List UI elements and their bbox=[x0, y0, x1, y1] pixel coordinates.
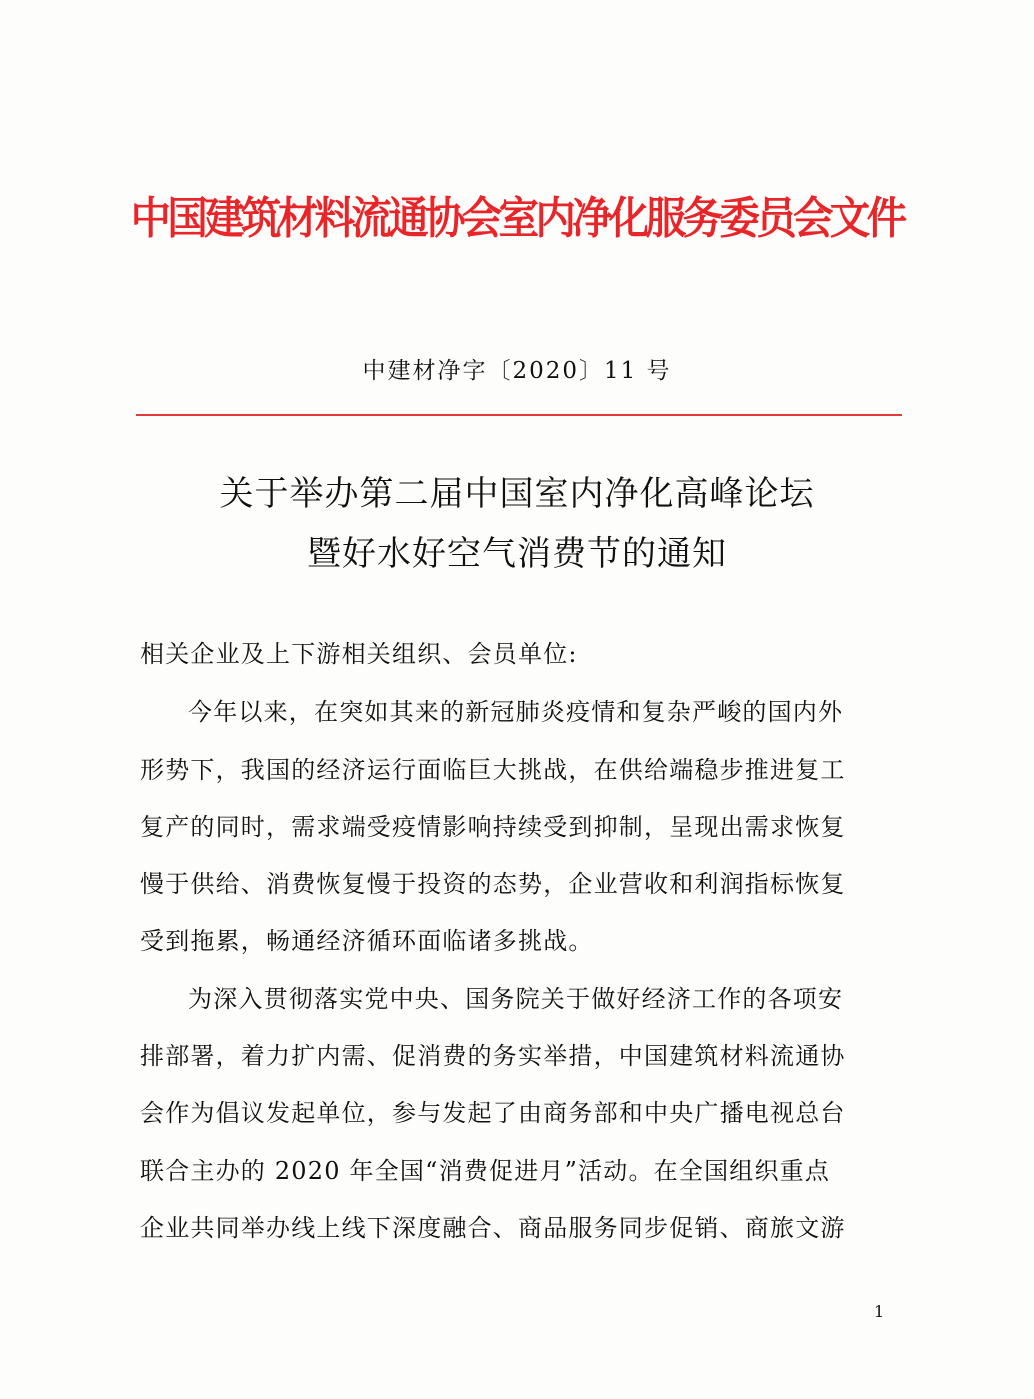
paragraph-1-line-5: 受到拖累，畅通经济循环面临诸多挑战。 bbox=[140, 927, 594, 955]
paragraph-2-line-1: 为深入贯彻落实党中央、国务院关于做好经济工作的各项安 bbox=[188, 985, 844, 1013]
paragraph-2-line-2: 排部署，着力扩内需、促消费的务实举措，中国建筑材料流通协 bbox=[140, 1042, 846, 1070]
notice-title-line-2: 暨好水好空气消费节的通知 bbox=[307, 534, 727, 574]
letterhead-title: 中国建筑材料流通协会室内净化服务委员会文件 bbox=[130, 193, 904, 244]
paragraph-2-line-3: 会作为倡议发起单位，参与发起了由商务部和中央广播电视总台 bbox=[140, 1099, 846, 1127]
paragraph-1-line-1: 今年以来，在突如其来的新冠肺炎疫情和复杂严峻的国内外 bbox=[188, 698, 844, 726]
paragraph-1-line-3: 复产的同时，需求端受疫情影响持续受到抑制，呈现出需求恢复 bbox=[140, 813, 846, 841]
paragraph-1-line-4: 慢于供给、消费恢复慢于投资的态势，企业营收和利润指标恢复 bbox=[140, 870, 846, 898]
paragraph-2-line-4: 联合主办的 2020 年全国“消费促进月”活动。在全国组织重点 bbox=[140, 1157, 831, 1185]
red-divider-rule bbox=[136, 414, 902, 416]
salutation: 相关企业及上下游相关组织、会员单位: bbox=[140, 640, 578, 668]
page-number: 1 bbox=[874, 1302, 885, 1321]
document-number: 中建材净字〔2020〕11 号 bbox=[362, 358, 672, 384]
paragraph-2-line-5: 企业共同举办线上线下深度融合、商品服务同步促销、商旅文游 bbox=[140, 1214, 846, 1242]
paragraph-1-line-2: 形势下，我国的经济运行面临巨大挑战，在供给端稳步推进复工 bbox=[140, 756, 846, 784]
notice-title-line-1: 关于举办第二届中国室内净化高峰论坛 bbox=[219, 474, 815, 514]
